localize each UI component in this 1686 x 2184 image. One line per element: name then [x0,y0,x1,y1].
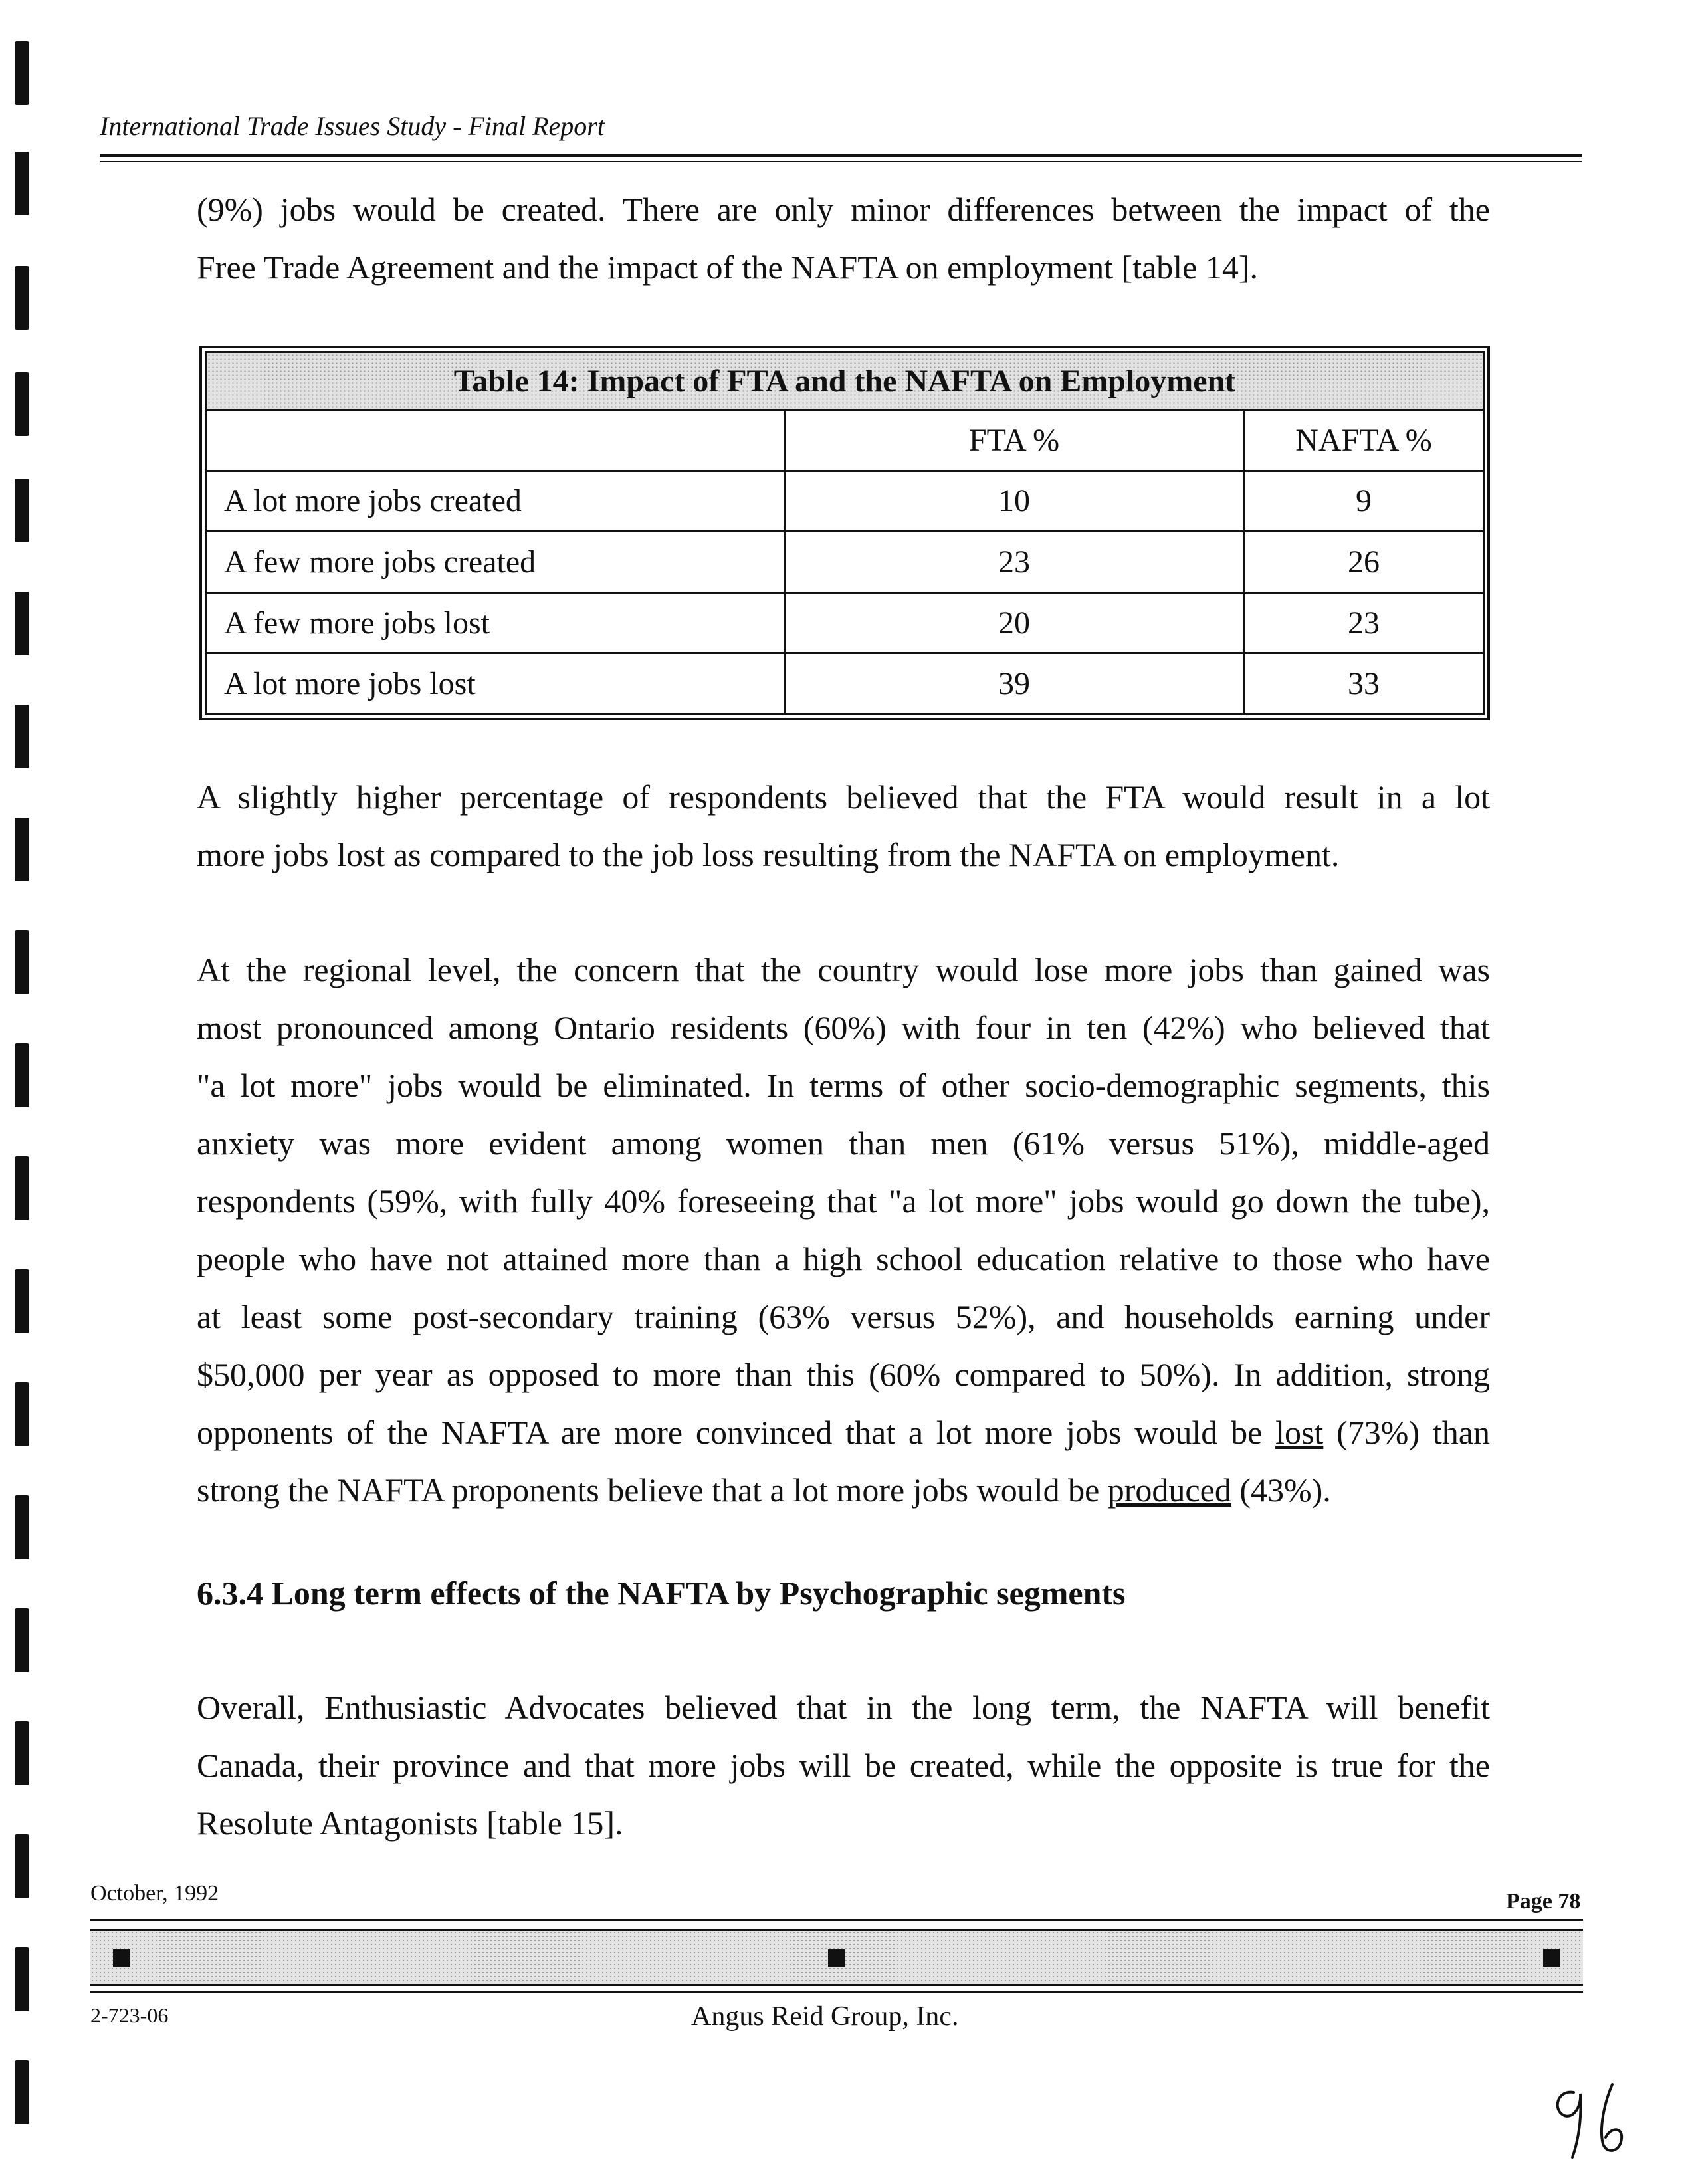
table-row [206,592,1484,653]
text-span: opponents of the NAFTA are more convinced that a lot more jobs would be [197,1414,1276,1451]
text-line: Overall, Enthusiastic Advocates believed that in the long term, the NAFTA will benefit [197,1689,1490,1726]
text-line: Free Trade Agreement and the impact of the NAFTA on employment [table 14]. [197,249,1259,286]
row-label: A few more jobs lost [206,592,785,653]
section-heading: 6.3.4 Long term effects of the NAFTA by Psychographic segments [197,1575,1126,1612]
binder-mark [15,1156,29,1220]
running-header: International Trade Issues Study - Final Report [100,111,605,141]
row-label: A lot more jobs created [206,471,785,532]
binder-mark [15,1495,29,1559]
text-span: strong the NAFTA proponents believe that a lot more jobs would be [197,1472,1108,1509]
header-rule [100,154,1582,157]
nafta-value: 9 [1244,471,1484,532]
binder-mark [15,266,29,330]
text-line: anxiety was more evident among women than men (61% versus 51%), middle-aged [197,1125,1490,1162]
binder-mark [15,1947,29,2011]
comparison-paragraph [197,768,1490,884]
fta-value: 20 [785,592,1244,653]
text-line: more jobs lost as compared to the job loss resulting from the NAFTA on employment. [197,836,1340,873]
text-line: A slightly higher percentage of respondents believed that the FTA would result in a lot [197,778,1490,816]
intro-paragraph [197,181,1490,296]
text-span: (43%). [1231,1472,1331,1509]
binder-mark [15,479,29,542]
text-line: (9%) jobs would be created. There are only minor differences between the impact of the [197,191,1490,228]
underlined-word: lost [1275,1414,1324,1451]
company-name: Angus Reid Group, Inc. [691,2001,959,2032]
table-row [206,653,1484,714]
text-line [197,1404,1490,1462]
binder-mark [15,1382,29,1446]
table-title: Table 14: Impact of FTA and the NAFTA on Employment [206,352,1484,410]
binder-mark [15,1834,29,1898]
footer-band [90,1929,1583,1986]
row-label: A few more jobs created [206,532,785,593]
footer-rule [90,1919,1583,1921]
text-line [197,1462,1490,1519]
nafta-value: 26 [1244,532,1484,593]
text-line: At the regional level, the concern that the country would lose more jobs than gained was [197,951,1490,988]
table-row [206,532,1484,593]
binder-mark [15,41,29,105]
fta-value: 39 [785,653,1244,714]
text-line: at least some post-secondary training (63% versus 52%), and households earning under [197,1298,1490,1335]
footer-rule [90,1991,1583,1993]
fta-value: 23 [785,532,1244,593]
binder-mark [15,818,29,881]
column-header [206,410,785,471]
text-line: most pronounced among Ontario residents (60%) with four in ten (42%) who believed that [197,1009,1490,1046]
binder-mark [15,930,29,994]
column-header: FTA % [785,410,1244,471]
text-line: people who have not attained more than a high school education relative to those who have [197,1240,1490,1277]
overall-paragraph [197,1679,1490,1852]
text-line: Canada, their province and that more jobs will be created, while the opposite is true for the [197,1747,1490,1784]
handwritten-page-number [1548,2078,1641,2164]
header-rule [100,161,1582,162]
nafta-value: 33 [1244,653,1484,714]
band-square [828,1949,845,1967]
fta-value: 10 [785,471,1244,532]
document-code: 2-723-06 [90,2003,169,2027]
column-header: NAFTA % [1244,410,1484,471]
page-number: Page 78 [1506,1889,1581,1913]
binder-mark [15,152,29,215]
binder-mark [15,592,29,655]
binder-mark [15,1043,29,1107]
text-line: respondents (59%, with fully 40% foreseeing that "a lot more" jobs would go down the tube), [197,1182,1490,1220]
table-header-row [206,410,1484,471]
binder-mark [15,705,29,768]
row-label: A lot more jobs lost [206,653,785,714]
table-row [206,471,1484,532]
footer-date: October, 1992 [90,1881,219,1906]
binder-mark [15,1608,29,1672]
band-square [113,1949,130,1967]
binder-mark [15,1269,29,1333]
table-14 [199,346,1490,720]
band-square [1543,1949,1560,1967]
regional-paragraph [197,941,1490,1519]
binder-mark [15,1721,29,1785]
text-line: "a lot more" jobs would be eliminated. In terms of other socio-demographic segments, this [197,1067,1490,1104]
text-span: (73%) than [1323,1414,1490,1451]
nafta-value: 23 [1244,592,1484,653]
binder-mark [15,2060,29,2124]
underlined-word: produced [1107,1472,1231,1509]
text-line: $50,000 per year as opposed to more than this (60% compared to 50%). In addition, strong [197,1356,1490,1393]
binder-mark [15,372,29,436]
text-line: Resolute Antagonists [table 15]. [197,1804,623,1842]
